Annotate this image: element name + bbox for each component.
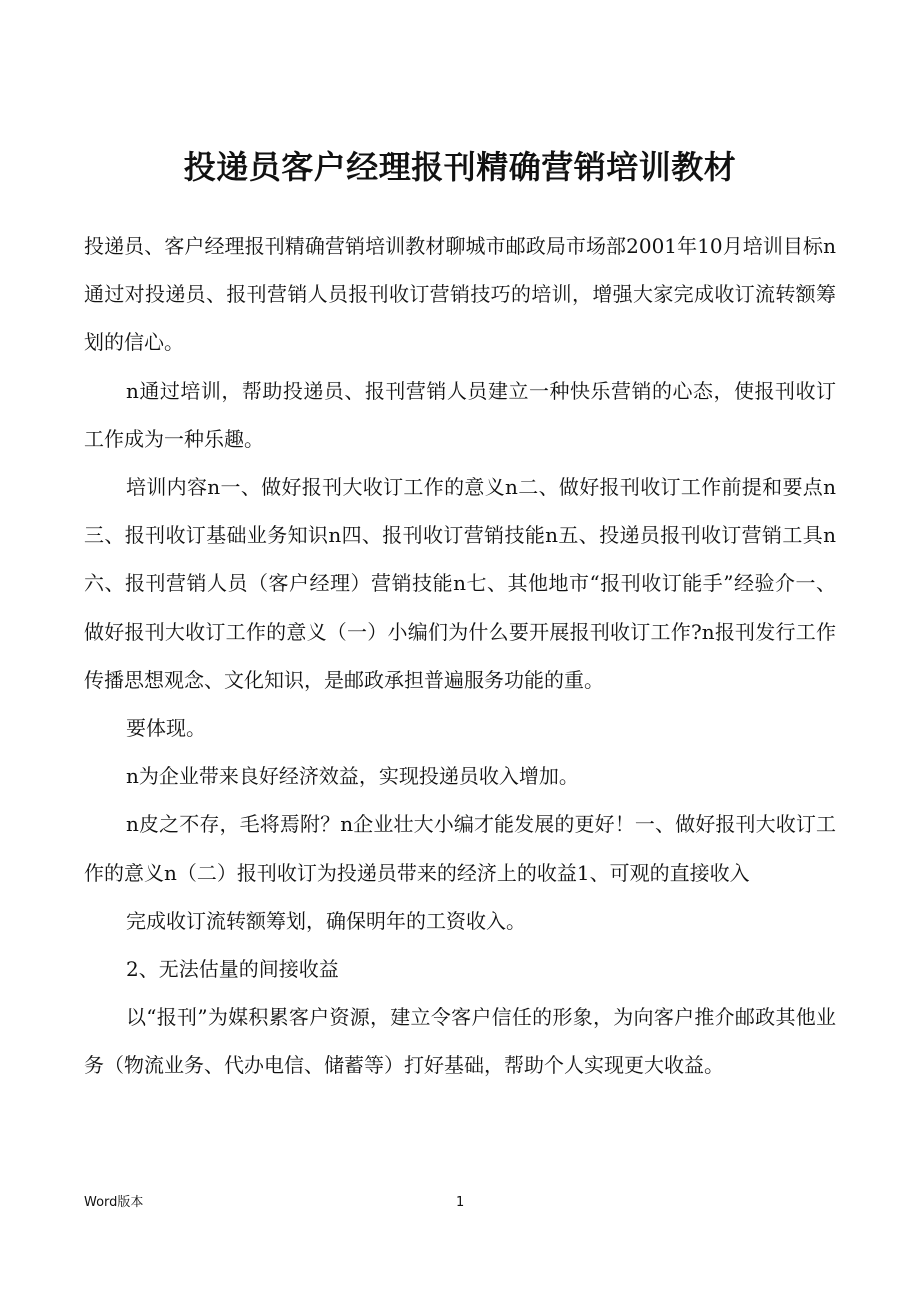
document-body bbox=[84, 222, 836, 1090]
paragraph: 2、无法估量的间接收益 bbox=[126, 957, 339, 982]
footer-page-number: 1 bbox=[456, 1195, 465, 1210]
paragraph: 完成收订流转额筹划，确保明年的工资收入。 bbox=[126, 908, 526, 933]
paragraph: 以“报刊”为媒积累客户资源，建立令客户信任的形象，为向客户推介邮政其他业务（物流业务、代办电信、储蓄等）打好基础，帮助个人实现更大收益。 bbox=[84, 1005, 836, 1078]
paragraph: n通过培训，帮助投递员、报刊营销人员建立一种快乐营销的心态，使报刊收订工作成为一种乐趣。 bbox=[84, 378, 836, 451]
paragraph: 培训内容n一、做好报刊大收订工作的意义n二、做好报刊收订工作前提和要点n三、报刊收订基础业务知识n四、报刊收订营销技能n五、投递员报刊收订营销工具n六、报刊营销人员（客户经理）营销技能n七、其他地市“报刊收订能手”经验介一、做好报刊大收订工作的意义（一）小编们为什么要开展报刊收订工作?n报刊发行工作传播思想观念、文化知识，是邮政承担普遍服务功能的重。 bbox=[84, 475, 836, 692]
paragraph: 投递员、客户经理报刊精确营销培训教材聊城市邮政局市场部2001年10月培训目标n通过对投递员、报刊营销人员报刊收订营销技巧的培训，增强大家完成收订流转额筹划的信心。 bbox=[84, 234, 836, 355]
paragraph: n皮之不存，毛将焉附？n企业壮大小编才能发展的更好！一、做好报刊大收订工作的意义n（二）报刊收订为投递员带来的经济上的收益1、可观的直接收入 bbox=[84, 812, 836, 885]
paragraph: n为企业带来良好经济效益，实现投递员收入增加。 bbox=[126, 764, 579, 789]
paragraph: 要体现。 bbox=[126, 716, 206, 741]
footer-version-label: Word版本 bbox=[84, 1195, 144, 1210]
document-title: 投递员客户经理报刊精确营销培训教材 bbox=[183, 148, 737, 186]
